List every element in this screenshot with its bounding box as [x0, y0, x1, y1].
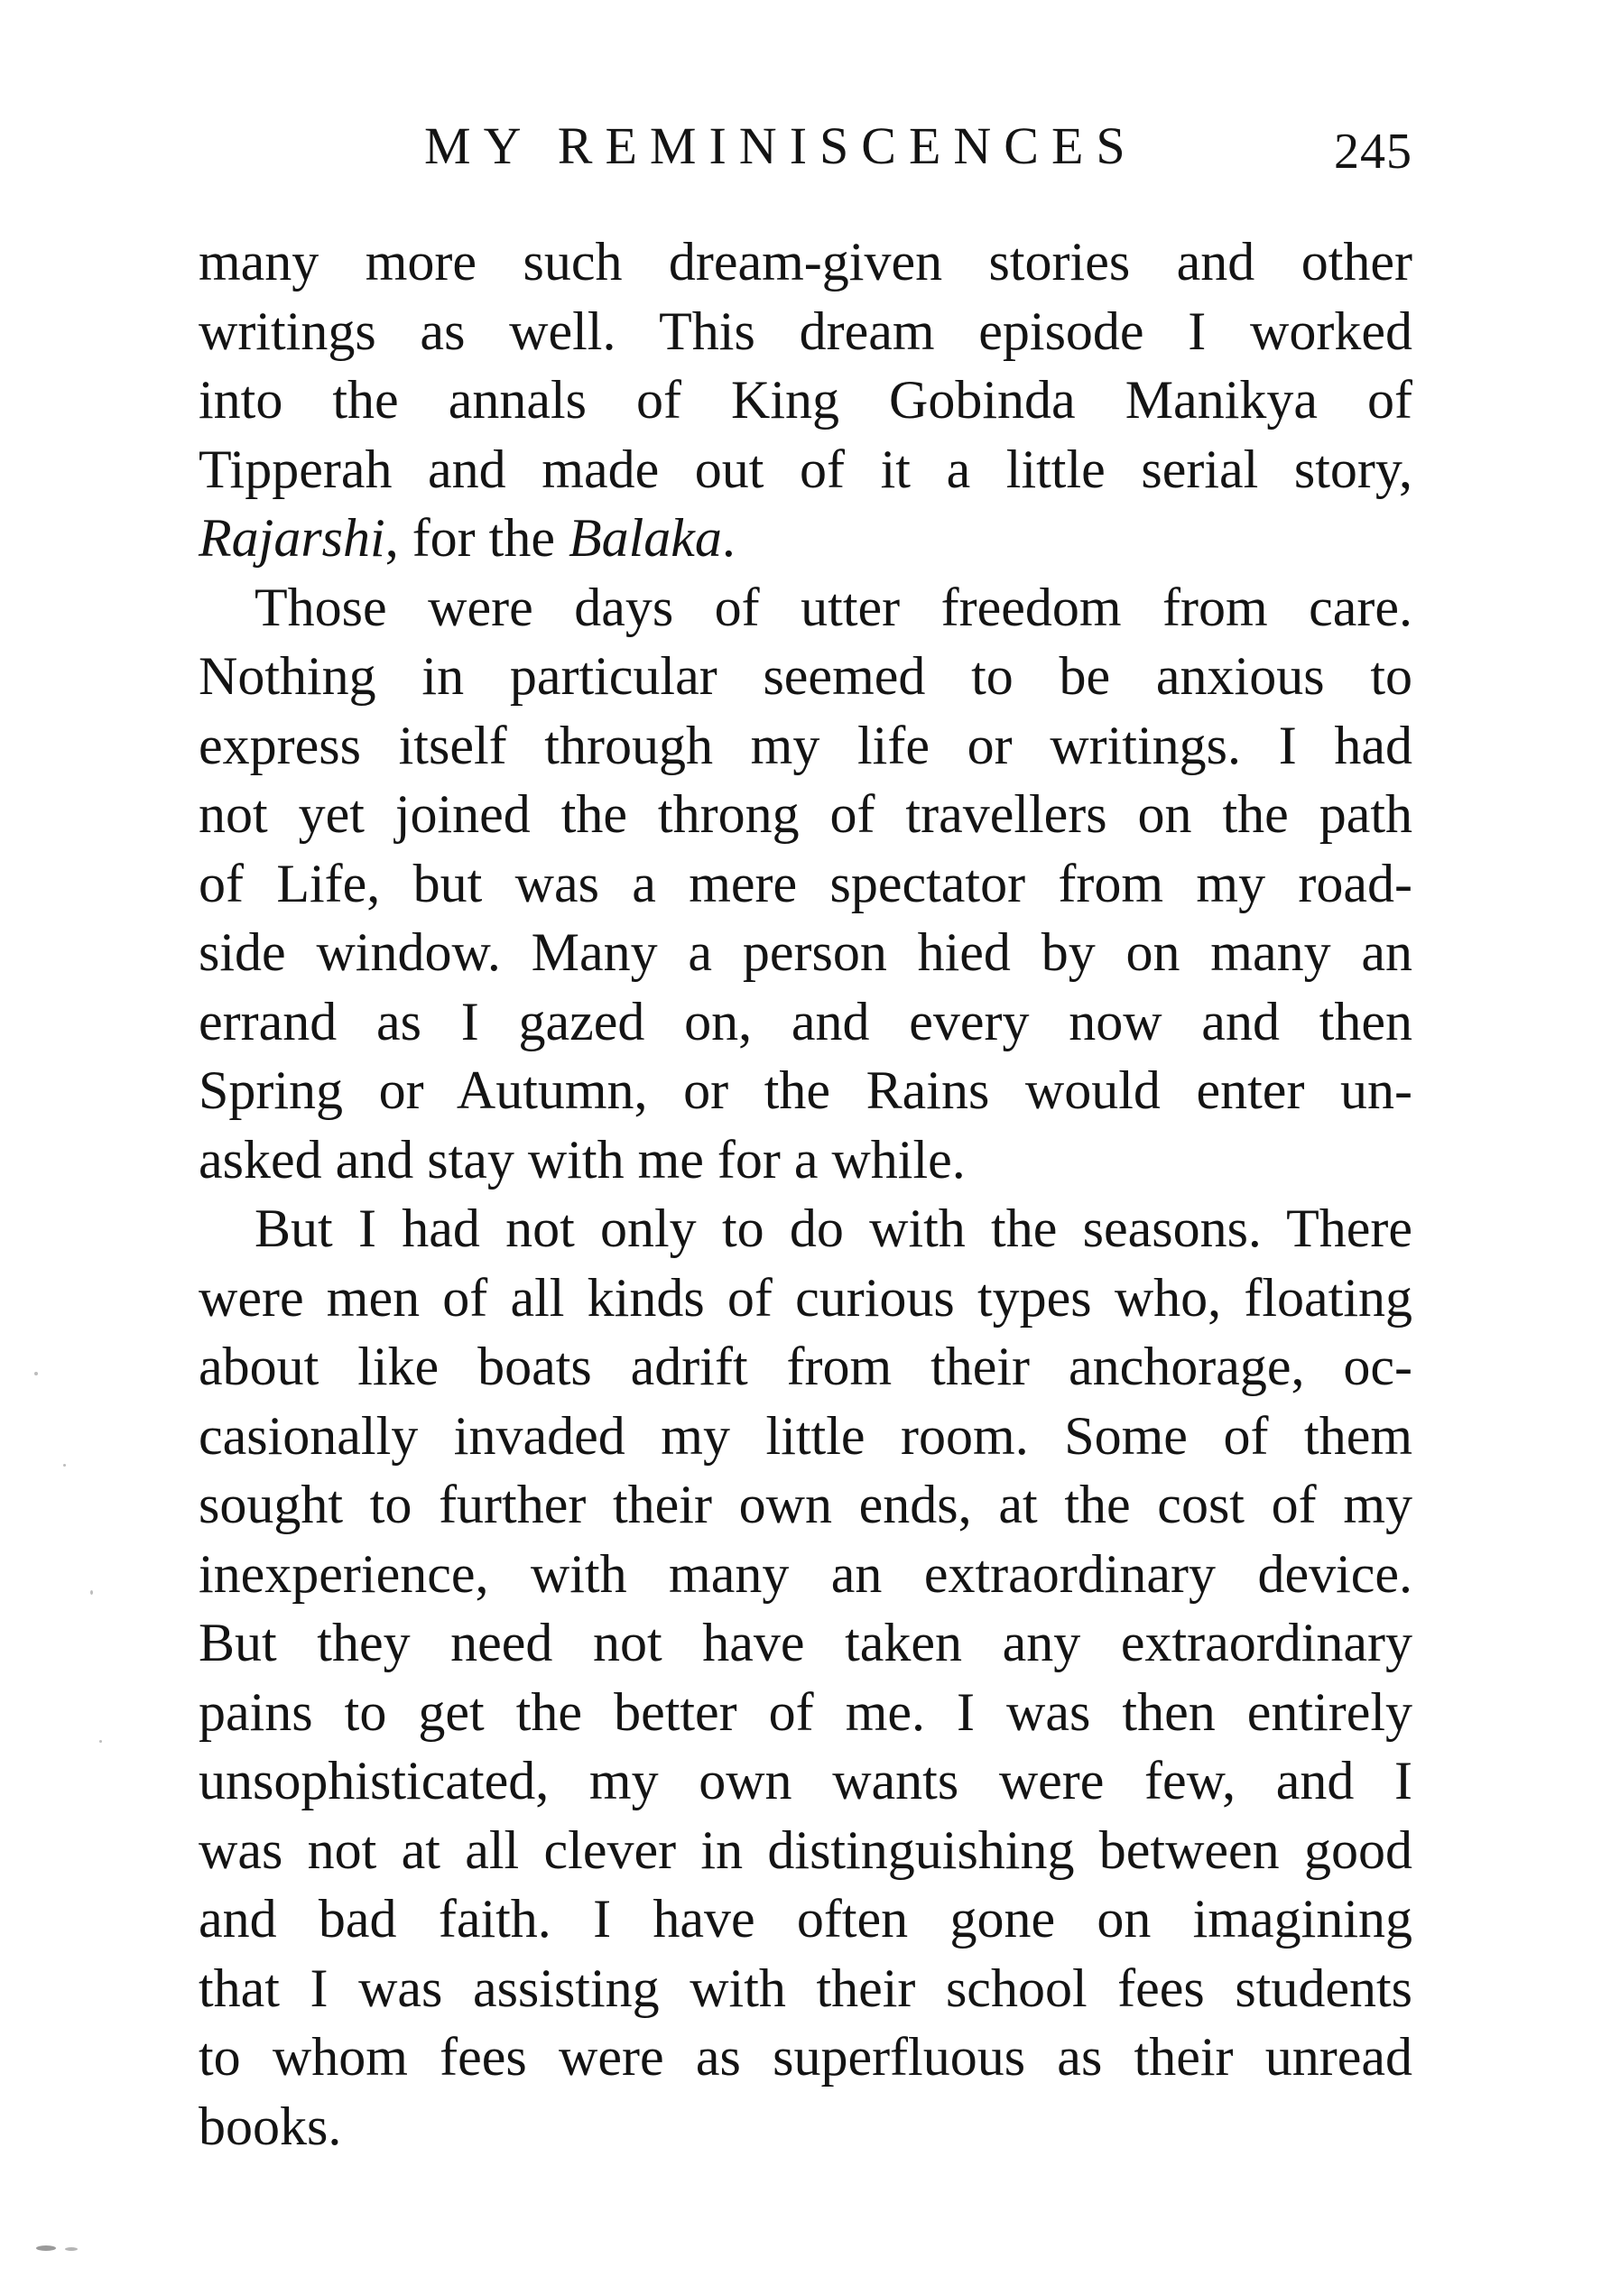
- text-line-title: [199, 504, 1412, 573]
- text-line: casionally invaded my little room. Some of them: [199, 1405, 1412, 1466]
- text-line: writings as well. This dream episode I worked: [199, 301, 1412, 361]
- text-line: inexperience, with many an extraordinary device.: [199, 1543, 1412, 1604]
- text-line: Tipperah and made out of it a little serial story,: [199, 439, 1412, 499]
- text-fragment: , for the: [384, 508, 569, 568]
- body-text: [199, 227, 1412, 2161]
- text-line: sought to further their own ends, at the cost of my: [199, 1475, 1412, 1534]
- text-line: of Life, but was a mere spectator from my road-: [199, 853, 1412, 913]
- text-line: and bad faith. I have often gone on imagining: [199, 1889, 1412, 1949]
- text-line: express itself through my life or writings. I had: [199, 715, 1412, 775]
- scan-speck: [36, 2245, 56, 2251]
- scan-speck: [63, 1464, 66, 1467]
- text-fragment: .: [721, 508, 736, 568]
- text-line: But they need not have taken any extraordinary: [199, 1613, 1412, 1672]
- running-head: [199, 110, 1412, 182]
- running-head-title: MY REMINISCENCES: [424, 116, 1138, 175]
- text-line: side window. Many a person hied by on many an: [199, 922, 1412, 982]
- text-line: pains to get the better of me. I was then entirely: [199, 1681, 1412, 1742]
- text-line: about like boats adrift from their anchorage, oc-: [199, 1337, 1412, 1396]
- paragraph-start-line: But I had not only to do with the seasons. There: [255, 1199, 1412, 1258]
- text-line: was not at all clever in distinguishing between good: [199, 1819, 1412, 1880]
- text-line: many more such dream-given stories and other: [199, 232, 1412, 292]
- text-line: Nothing in particular seemed to be anxious to: [199, 646, 1412, 706]
- title-balaka: Balaka: [568, 508, 722, 568]
- scan-speck: [65, 2247, 78, 2251]
- text-line: Spring or Autumn, or the Rains would enter un-: [199, 1060, 1412, 1120]
- scan-speck: [90, 1590, 93, 1595]
- text-line: were men of all kinds of curious types who, floating: [199, 1267, 1412, 1328]
- text-line: to whom fees were as superfluous as their unread: [199, 2027, 1412, 2087]
- scan-speck: [99, 1740, 102, 1743]
- text-line: into the annals of King Gobinda Manikya of: [199, 370, 1412, 430]
- paragraph-start-line: Those were days of utter freedom from care.: [255, 577, 1412, 637]
- scan-speck: [34, 1372, 38, 1375]
- text-line: unsophisticated, my own wants were few, and I: [199, 1751, 1412, 1810]
- text-line: that I was assisting with their school fees students: [199, 1958, 1412, 2018]
- page-number: 245: [1334, 124, 1412, 180]
- title-rajarshi: Rajarshi: [199, 508, 385, 568]
- text-line: books.: [199, 2096, 342, 2156]
- text-line: not yet joined the throng of travellers on the path: [199, 784, 1412, 844]
- text-line: asked and stay with me for a while.: [199, 1129, 966, 1190]
- text-line: errand as I gazed on, and every now and then: [199, 991, 1412, 1051]
